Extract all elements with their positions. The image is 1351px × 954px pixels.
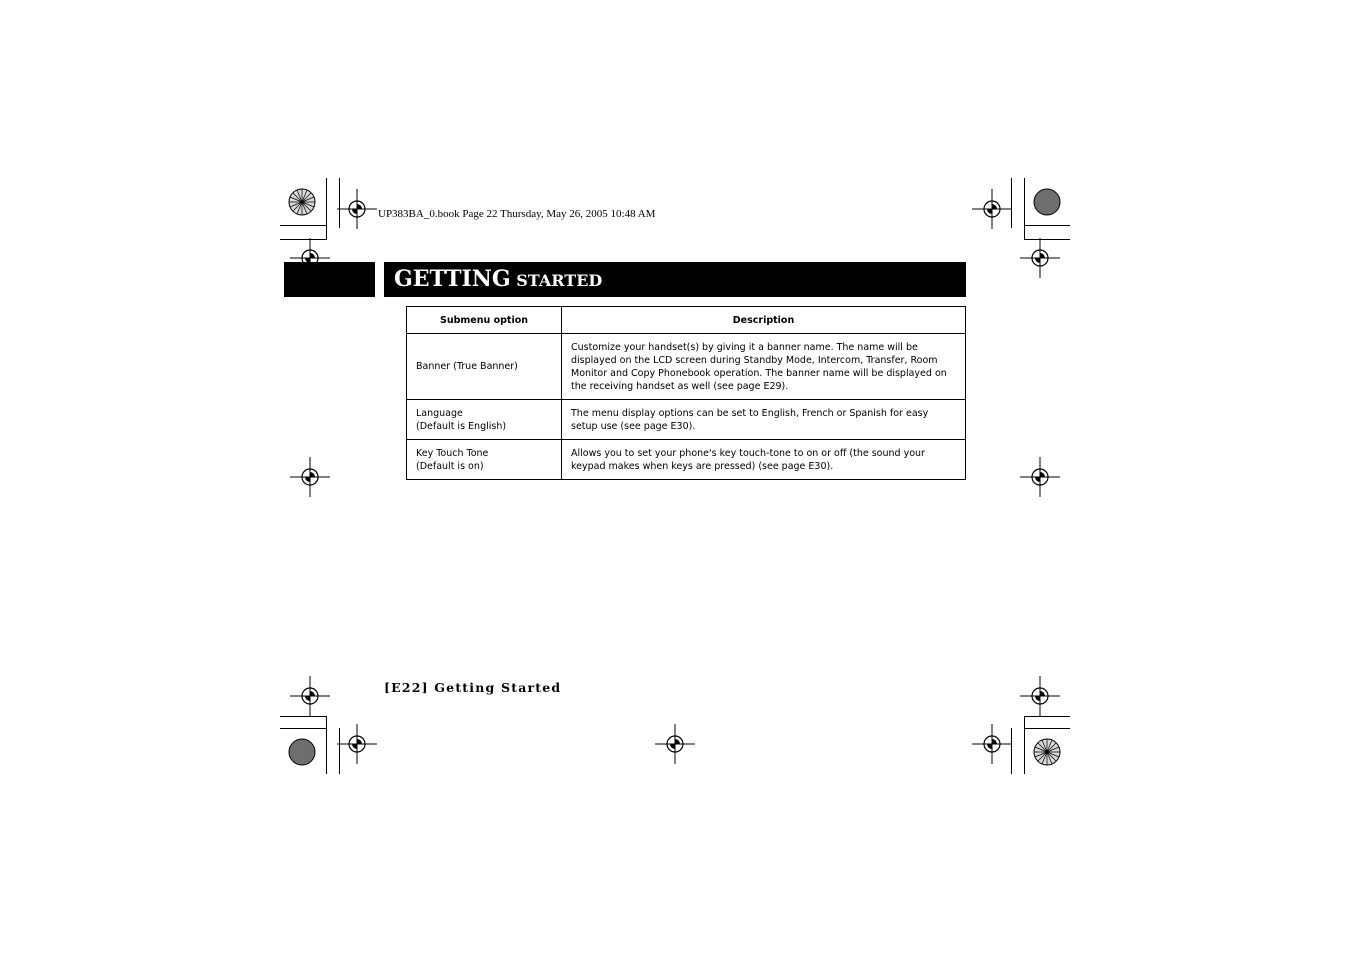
table-row bbox=[407, 440, 966, 480]
table-row bbox=[407, 334, 966, 400]
starburst-target-icon bbox=[288, 188, 316, 216]
table-row bbox=[407, 400, 966, 440]
submenu-option-cell bbox=[407, 334, 562, 400]
page-title bbox=[384, 262, 966, 297]
description-cell: Customize your handset(s) by giving it a banner name. The name will be displayed on the LCD screen during Standby Mode, Intercom, Transfer, Room Monitor and Copy Phonebook operation. The banner name will be displayed on the receiving handset as well (see page E29). bbox=[562, 334, 966, 400]
submenu-option-cell bbox=[407, 400, 562, 440]
registration-mark-icon bbox=[972, 724, 1012, 764]
description-cell: Allows you to set your phone's key touch-tone to on or off (the sound your keypad makes when keys are pressed) (see page E30). bbox=[562, 440, 966, 480]
registration-mark-icon bbox=[337, 724, 377, 764]
registration-mark-icon bbox=[972, 189, 1012, 229]
submenu-option-text: Language bbox=[416, 407, 463, 419]
table-header-row bbox=[407, 307, 966, 334]
file-info-line: UP383BA_0.book Page 22 Thursday, May 26, 2005 10:48 AM bbox=[378, 208, 656, 220]
gray-target-icon bbox=[1033, 188, 1061, 216]
registration-mark-icon bbox=[1020, 238, 1060, 278]
description-cell: The menu display options can be set to English, French or Spanish for easy setup use (see page E30). bbox=[562, 400, 966, 440]
page-title-small: STARTED bbox=[516, 271, 603, 290]
submenu-option-text: Banner (True Banner) bbox=[416, 361, 518, 372]
registration-mark-icon bbox=[290, 676, 330, 716]
registration-mark-icon bbox=[655, 724, 695, 764]
registration-mark-icon bbox=[1020, 457, 1060, 497]
registration-mark-icon bbox=[1020, 676, 1060, 716]
submenu-option-default: (Default is English) bbox=[416, 420, 507, 432]
submenu-option-default: (Default is on) bbox=[416, 460, 484, 472]
submenu-option-cell bbox=[407, 440, 562, 480]
submenu-table bbox=[406, 306, 966, 480]
submenu-option-text: Key Touch Tone bbox=[416, 447, 489, 459]
registration-mark-icon bbox=[337, 189, 377, 229]
gray-target-icon bbox=[288, 738, 316, 766]
side-tab-block bbox=[284, 262, 375, 297]
starburst-target-icon bbox=[1033, 738, 1061, 766]
column-header-description: Description bbox=[562, 307, 966, 334]
registration-mark-icon bbox=[290, 457, 330, 497]
page-title-large: GETTING bbox=[394, 266, 511, 292]
column-header-submenu-option: Submenu option bbox=[407, 307, 562, 334]
page-footer-label: [E22] Getting Started bbox=[384, 680, 562, 695]
